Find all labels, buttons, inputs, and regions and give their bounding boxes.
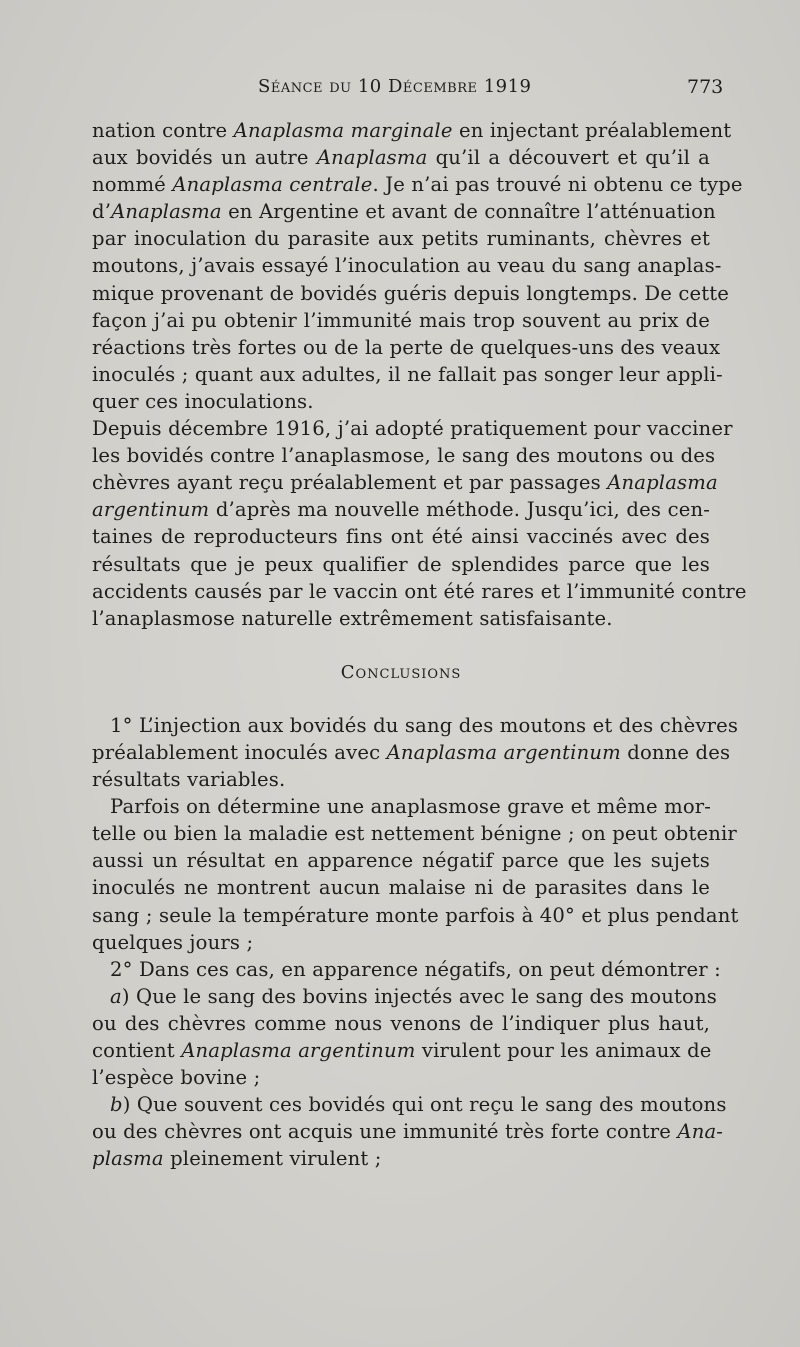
text-line xyxy=(92,307,710,334)
text-segment: chèvres ayant reçu préalablement et par passages xyxy=(92,471,608,495)
text-segment: préalablement inoculés avec xyxy=(92,740,387,764)
italic-segment: a xyxy=(110,984,122,1008)
text-line xyxy=(92,1118,724,1145)
text-line xyxy=(92,983,717,1010)
italic-segment: b xyxy=(110,1093,123,1117)
text-line xyxy=(92,739,731,766)
text-line xyxy=(92,334,721,361)
text-segment: ) Que souvent ces bovidés qui ont reçu le sang des moutons xyxy=(122,1093,727,1117)
running-title: Séance du 10 Décembre 1919 xyxy=(258,76,532,97)
text-line xyxy=(92,117,732,144)
text-line xyxy=(92,874,710,901)
italic-segment: Anaplasma xyxy=(316,146,428,170)
text-line xyxy=(92,442,716,469)
text-line xyxy=(92,1145,710,1172)
text-line xyxy=(92,469,718,496)
italic-segment: Anaplasma argentinum xyxy=(181,1039,416,1062)
text-line xyxy=(92,1037,710,1064)
text-segment: inoculés ne montrent aucun malaise ni de parasites dans le xyxy=(92,876,710,900)
paragraph xyxy=(92,415,747,632)
text-segment: résultats que je peux qualifier de splendides parce que les xyxy=(92,552,710,576)
text-line xyxy=(92,712,739,739)
text-segment: contient xyxy=(92,1039,182,1062)
text-line xyxy=(92,820,737,847)
text-segment: telle ou bien la maladie est nettement bénigne ; on peut obtenir xyxy=(92,822,737,846)
paragraph xyxy=(92,117,743,415)
text-line xyxy=(92,280,729,307)
text-segment: aux bovidés un autre xyxy=(92,146,317,170)
text-line xyxy=(92,1064,710,1091)
body-text xyxy=(92,117,747,1172)
text-segment: d’après ma nouvelle méthode. Jusqu’ici, des cen- xyxy=(209,498,710,522)
text-segment: nation contre xyxy=(92,119,234,142)
text-line xyxy=(92,252,722,279)
text-line xyxy=(92,847,710,874)
text-line xyxy=(92,956,721,983)
text-segment: résultats variables. xyxy=(92,768,286,792)
italic-segment: Anaplasma xyxy=(111,200,222,224)
paragraph xyxy=(92,983,717,1091)
text-segment: aussi un résultat en apparence négatif parce que les sujets xyxy=(92,849,710,873)
text-segment: ou des chèvres comme nous venons de l’indiquer plus haut, xyxy=(92,1011,710,1035)
text-line xyxy=(92,415,733,442)
text-line xyxy=(92,496,710,523)
text-segment: . Je n’ai pas trouvé ni obtenu ce type xyxy=(372,173,743,197)
section-heading: Conclusions xyxy=(340,661,462,683)
text-line xyxy=(92,523,710,550)
text-segment: quer ces inoculations. xyxy=(92,389,314,413)
text-segment: sang ; seule la température monte parfois à 40° et plus pendant xyxy=(92,903,739,927)
text-line xyxy=(92,388,710,415)
text-line xyxy=(92,929,710,956)
text-segment: qu’il a découvert et qu’il a xyxy=(427,146,710,170)
running-head xyxy=(0,76,800,102)
text-line xyxy=(92,1010,710,1037)
text-segment: nommé xyxy=(92,173,173,197)
text-segment: quelques jours ; xyxy=(92,930,254,954)
italic-segment: plasma xyxy=(92,1147,164,1171)
text-segment: 2° Dans ces cas, en apparence négatifs, on peut démontrer : xyxy=(110,957,721,981)
paragraph xyxy=(92,793,739,956)
text-line xyxy=(92,605,710,632)
text-segment: virulent pour les animaux de xyxy=(415,1039,712,1062)
text-line xyxy=(92,198,716,225)
text-segment: 1° L’injection aux bovidés du sang des moutons et des chèvres xyxy=(110,713,739,737)
text-line xyxy=(92,361,723,388)
text-segment: pleinement virulent ; xyxy=(163,1147,382,1171)
text-segment: ) Que le sang des bovins injectés avec le sang des moutons xyxy=(121,984,717,1008)
italic-segment: Anaplasma centrale xyxy=(172,173,373,197)
page-number: 773 xyxy=(687,76,724,98)
text-segment: l’espèce bovine ; xyxy=(92,1066,261,1090)
paragraph xyxy=(92,712,739,793)
italic-segment: argentinum xyxy=(92,498,210,522)
text-line xyxy=(92,551,710,578)
text-line xyxy=(92,225,710,252)
text-segment: par inoculation du parasite aux petits ruminants, chèvres et xyxy=(92,227,710,251)
italic-segment: Anaplasma xyxy=(607,471,718,495)
text-segment: taines de reproducteurs fins ont été ainsi vaccinés avec des xyxy=(92,525,710,549)
text-segment: façon j’ai pu obtenir l’immunité mais trop souvent au prix de xyxy=(92,308,710,332)
text-segment: inoculés ; quant aux adultes, il ne fallait pas songer leur appli- xyxy=(92,362,723,386)
text-line xyxy=(92,171,743,198)
text-line xyxy=(92,144,710,171)
text-segment: mique provenant de bovidés guéris depuis longtemps. De cette xyxy=(92,281,729,305)
italic-segment: Ana- xyxy=(677,1120,724,1144)
text-line xyxy=(92,1091,727,1118)
text-line xyxy=(92,902,739,929)
text-segment: moutons, j’avais essayé l’inoculation au veau du sang anaplas- xyxy=(92,254,722,278)
text-segment: ou des chèvres ont acquis une immunité très forte contre xyxy=(92,1120,678,1144)
text-segment: d’ xyxy=(92,200,112,224)
text-segment: donne des xyxy=(620,740,731,764)
text-segment: en injectant préalablement xyxy=(452,119,732,142)
text-line xyxy=(92,766,710,793)
text-segment: l’anaplasmose naturelle extrêmement satisfaisante. xyxy=(92,606,613,630)
italic-segment: Anaplasma marginale xyxy=(233,119,453,142)
text-segment: en Argentine et avant de connaître l’atténuation xyxy=(221,200,716,224)
paragraph xyxy=(92,1091,727,1172)
text-line xyxy=(92,578,747,605)
paragraph xyxy=(92,956,721,983)
text-segment: Parfois on détermine une anaplasmose grave et même mor- xyxy=(110,795,712,819)
text-segment: les bovidés contre l’anaplasmose, le sang des moutons ou des xyxy=(92,444,716,468)
text-segment: réactions très fortes ou de la perte de quelques-uns des veaux xyxy=(92,335,721,359)
italic-segment: Anaplasma argentinum xyxy=(386,740,621,764)
text-segment: Depuis décembre 1916, j’ai adopté pratiquement pour vacciner xyxy=(92,417,733,441)
text-segment: accidents causés par le vaccin ont été rares et l’immunité contre xyxy=(92,579,747,603)
text-line xyxy=(92,793,710,820)
